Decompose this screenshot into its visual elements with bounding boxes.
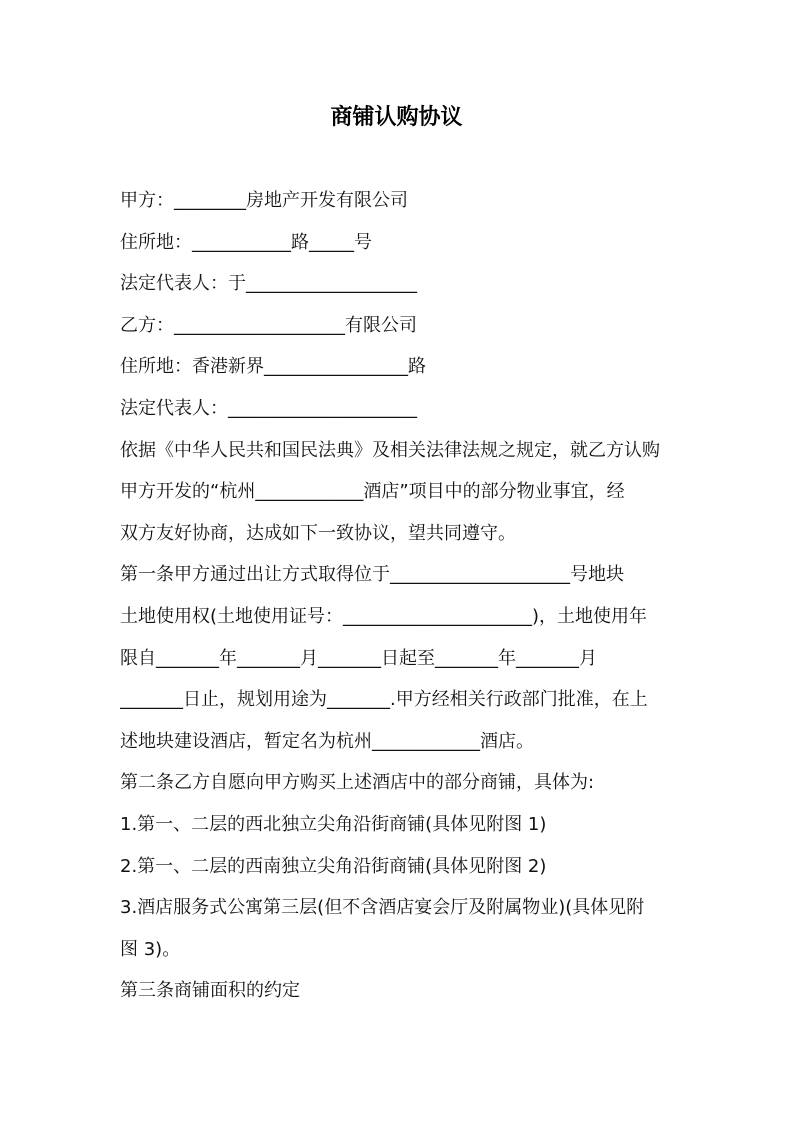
article-1-line-4: _______日止，规划用途为_______.甲方经相关行政部门批准，在上 <box>120 689 648 711</box>
article-1-line-3: 限自_______年_______月_______日起至_______年_______月 <box>120 647 597 669</box>
party-b-line: 乙方：___________________有限公司 <box>120 314 417 336</box>
article-3-heading: 第三条商铺面积的约定 <box>120 980 300 1002</box>
article-2-item-3-continued: 图 3)。 <box>120 938 181 960</box>
party-b-address-line: 住所地：香港新界________________路 <box>120 356 426 378</box>
article-2-item-1: 1.第一、二层的西北独立尖角沿街商铺(具体见附图 1) <box>120 813 547 835</box>
party-a-line: 甲方：________房地产开发有限公司 <box>120 190 408 211</box>
document-title: 商铺认购协议 <box>330 105 463 130</box>
document-body <box>120 180 680 1012</box>
party-a-representative-line: 法定代表人：于___________________ <box>120 273 417 295</box>
article-1-line-2: 土地使用权(土地使用证号：_____________________)，土地使用年 <box>120 605 648 627</box>
article-1-line-5: 述地块建设酒店，暂定名为杭州____________酒店。 <box>120 730 534 752</box>
party-a-address-line: 住所地：___________路_____号 <box>120 231 372 253</box>
preamble-line-2: 甲方开发的“杭州____________酒店”项目中的部分物业事宜，经 <box>120 481 625 503</box>
party-b-representative-line: 法定代表人：_____________________ <box>120 397 417 419</box>
article-1-line-1: 第一条甲方通过出让方式取得位于____________________号地块 <box>120 564 624 586</box>
article-2-heading: 第二条乙方自愿向甲方购买上述酒店中的部分商铺，具体为: <box>120 772 595 794</box>
preamble-line-1: 依据《中华人民共和国民法典》及相关法律法规之规定，就乙方认购 <box>120 439 660 461</box>
article-2-item-2: 2.第一、二层的西南独立尖角沿街商铺(具体见附图 2) <box>120 855 547 877</box>
preamble-line-3: 双方友好协商，达成如下一致协议，望共同遵守。 <box>120 522 516 544</box>
article-2-item-3: 3.酒店服务式公寓第三层(但不含酒店宴会厅及附属物业)(具体见附 <box>120 897 645 919</box>
